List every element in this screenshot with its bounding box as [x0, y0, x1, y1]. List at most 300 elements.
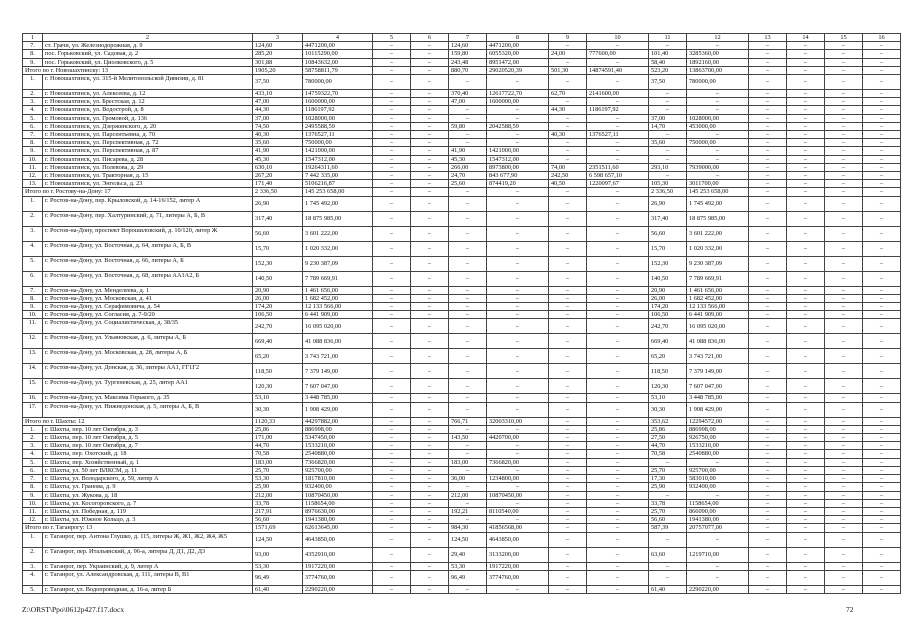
value-cell: 183,00: [253, 458, 303, 466]
subtotal-row: [23, 524, 901, 532]
value-cell: 925700,00: [303, 466, 373, 474]
value-cell: 63,60: [649, 547, 687, 562]
value-cell: –: [411, 172, 449, 180]
value-cell: 6 441 909,00: [303, 311, 373, 319]
value-cell: 7 442 335,00: [303, 172, 373, 180]
value-cell: 370,40: [449, 90, 487, 98]
value-cell: –: [549, 311, 587, 319]
value-cell: –: [649, 155, 687, 163]
value-cell: –: [411, 226, 449, 241]
value-cell: 183,00: [449, 458, 487, 466]
value-cell: 30,30: [649, 402, 687, 417]
value-cell: –: [487, 294, 549, 302]
value-cell: –: [863, 507, 901, 515]
value-cell: –: [549, 196, 587, 211]
value-cell: –: [411, 570, 449, 585]
value-cell: –: [787, 442, 825, 450]
value-cell: –: [411, 442, 449, 450]
value-cell: –: [749, 466, 787, 474]
value-cell: 267,20: [253, 172, 303, 180]
table-row: [23, 286, 901, 294]
value-cell: –: [411, 303, 449, 311]
value-cell: –: [749, 75, 787, 90]
value-cell: –: [449, 131, 487, 139]
value-cell: –: [863, 163, 901, 171]
value-cell: –: [549, 516, 587, 524]
subtotal-label: Итого по г. Шахты: 12: [23, 417, 253, 425]
value-cell: –: [587, 286, 649, 294]
value-cell: –: [749, 319, 787, 334]
value-cell: –: [787, 147, 825, 155]
value-cell: 1 908 429,00: [687, 402, 749, 417]
address-cell: г. Шахты, пер. Охотский, д. 18: [43, 450, 253, 458]
value-cell: –: [411, 562, 449, 570]
value-cell: 1817810,00: [303, 475, 373, 483]
value-cell: –: [373, 491, 411, 499]
row-number: 13.: [23, 349, 43, 364]
value-cell: 2 336,50: [649, 188, 687, 196]
column-number: 5: [373, 34, 411, 42]
value-cell: –: [787, 122, 825, 130]
value-cell: –: [787, 475, 825, 483]
value-cell: –: [373, 90, 411, 98]
value-cell: 669,40: [649, 334, 687, 349]
value-cell: –: [863, 241, 901, 256]
value-cell: 4471200,00: [303, 42, 373, 50]
value-cell: –: [863, 417, 901, 425]
value-cell: –: [825, 196, 863, 211]
value-cell: 266,00: [449, 163, 487, 171]
value-cell: 874419,20: [487, 180, 549, 188]
value-cell: –: [587, 311, 649, 319]
value-cell: –: [863, 434, 901, 442]
value-cell: 145 253 658,00: [303, 188, 373, 196]
value-cell: –: [487, 241, 549, 256]
value-cell: 15,70: [649, 241, 687, 256]
value-cell: 433,10: [253, 90, 303, 98]
value-cell: 20757077,00: [687, 524, 749, 532]
value-cell: –: [787, 458, 825, 466]
value-cell: –: [825, 286, 863, 294]
value-cell: –: [863, 58, 901, 66]
row-number: 9.: [23, 58, 43, 66]
value-cell: 61,40: [649, 585, 687, 593]
value-cell: 25,70: [649, 466, 687, 474]
file-path: Z:\ORST\Ppo\0612p427.f17.docx: [22, 605, 125, 614]
address-cell: г. Ростов-на-Дону, ул. Восточная, д. 68, литеры АА1А2, Б: [43, 271, 253, 286]
value-cell: –: [449, 271, 487, 286]
value-cell: –: [863, 547, 901, 562]
value-cell: –: [411, 188, 449, 196]
value-cell: –: [687, 562, 749, 570]
value-cell: –: [787, 434, 825, 442]
value-cell: 925700,00: [687, 466, 749, 474]
value-cell: 1892160,00: [687, 58, 749, 66]
value-cell: –: [825, 188, 863, 196]
value-cell: –: [749, 394, 787, 402]
value-cell: –: [825, 172, 863, 180]
value-cell: 58758811,79: [303, 66, 373, 74]
value-cell: –: [749, 547, 787, 562]
value-cell: –: [825, 180, 863, 188]
value-cell: –: [587, 196, 649, 211]
row-number: 6.: [23, 271, 43, 286]
value-cell: 10870450,00: [487, 491, 549, 499]
value-cell: –: [787, 334, 825, 349]
value-cell: –: [373, 226, 411, 241]
row-number: 6.: [23, 466, 43, 474]
value-cell: –: [549, 349, 587, 364]
row-number: 7.: [23, 131, 43, 139]
value-cell: –: [749, 106, 787, 114]
address-cell: г. Ростов-на-Дону, ул. Московская, д. 41: [43, 294, 253, 302]
value-cell: 105,30: [649, 180, 687, 188]
column-number: 2: [43, 34, 253, 42]
value-cell: –: [825, 570, 863, 585]
value-cell: –: [825, 256, 863, 271]
value-cell: 61,40: [253, 585, 303, 593]
value-cell: –: [825, 458, 863, 466]
value-cell: 5347450,00: [303, 434, 373, 442]
value-cell: –: [787, 58, 825, 66]
value-cell: –: [587, 507, 649, 515]
value-cell: –: [587, 114, 649, 122]
value-cell: –: [411, 334, 449, 349]
value-cell: –: [749, 172, 787, 180]
value-cell: –: [587, 122, 649, 130]
value-cell: –: [863, 294, 901, 302]
table-row: [23, 483, 901, 491]
value-cell: –: [587, 450, 649, 458]
value-cell: –: [549, 532, 587, 547]
value-cell: –: [825, 585, 863, 593]
value-cell: 53,10: [649, 394, 687, 402]
column-number: 9: [549, 34, 587, 42]
address-cell: г. Таганрог, ул. Водопроводная, д. 16-а, литер Б: [43, 585, 253, 593]
value-cell: 212,00: [253, 491, 303, 499]
value-cell: –: [749, 98, 787, 106]
address-cell: г. Новошахтинск, ул. Перспективная, д. 87: [43, 147, 253, 155]
value-cell: 4643850,00: [303, 532, 373, 547]
value-cell: 3 601 222,00: [687, 226, 749, 241]
value-cell: –: [749, 434, 787, 442]
value-cell: –: [411, 319, 449, 334]
address-cell: г. Ростов-на-Дону, ул. Менделеева, д. 1: [43, 286, 253, 294]
value-cell: 1376527,11: [303, 131, 373, 139]
value-cell: –: [449, 226, 487, 241]
value-cell: –: [749, 516, 787, 524]
value-cell: 1905,20: [253, 66, 303, 74]
value-cell: 7 607 047,00: [687, 379, 749, 394]
value-cell: –: [411, 75, 449, 90]
table-row: [23, 114, 901, 122]
table-row: [23, 106, 901, 114]
value-cell: –: [587, 188, 649, 196]
column-number: 10: [587, 34, 649, 42]
value-cell: 33,78: [649, 499, 687, 507]
value-cell: –: [449, 442, 487, 450]
value-cell: –: [411, 379, 449, 394]
value-cell: –: [549, 42, 587, 50]
row-number: 6.: [23, 122, 43, 130]
value-cell: –: [863, 562, 901, 570]
value-cell: –: [825, 75, 863, 90]
value-cell: –: [787, 139, 825, 147]
value-cell: –: [749, 196, 787, 211]
table-row: [23, 180, 901, 188]
address-cell: г. Ростов-на-Дону, ул. Серафимовича, д. 54: [43, 303, 253, 311]
value-cell: –: [787, 394, 825, 402]
value-cell: –: [373, 483, 411, 491]
value-cell: –: [749, 90, 787, 98]
value-cell: –: [411, 425, 449, 433]
value-cell: –: [787, 256, 825, 271]
address-cell: г. Ростов-на-Дону, ул. Согласия, д. 7-9/20: [43, 311, 253, 319]
value-cell: –: [825, 547, 863, 562]
value-cell: –: [549, 286, 587, 294]
value-cell: –: [373, 163, 411, 171]
value-cell: –: [787, 155, 825, 163]
value-cell: –: [587, 402, 649, 417]
value-cell: –: [587, 434, 649, 442]
value-cell: –: [449, 349, 487, 364]
value-cell: –: [787, 483, 825, 491]
value-cell: –: [373, 75, 411, 90]
value-cell: –: [749, 114, 787, 122]
value-cell: –: [411, 364, 449, 379]
value-cell: –: [863, 425, 901, 433]
value-cell: 41 088 836,00: [687, 334, 749, 349]
value-cell: 8951472,00: [487, 58, 549, 66]
value-cell: 2351511,60: [587, 163, 649, 171]
value-cell: 10870450,00: [303, 491, 373, 499]
value-cell: –: [787, 402, 825, 417]
value-cell: –: [825, 364, 863, 379]
value-cell: 8110540,00: [487, 507, 549, 515]
value-cell: 1 682 452,00: [687, 294, 749, 302]
value-cell: –: [825, 491, 863, 499]
value-cell: 3133200,00: [487, 547, 549, 562]
value-cell: –: [863, 42, 901, 50]
value-cell: –: [687, 106, 749, 114]
row-number: 14.: [23, 364, 43, 379]
value-cell: –: [411, 180, 449, 188]
value-cell: –: [549, 114, 587, 122]
value-cell: 353,62: [649, 417, 687, 425]
value-cell: –: [449, 188, 487, 196]
value-cell: –: [825, 139, 863, 147]
value-cell: –: [787, 425, 825, 433]
value-cell: 1376527,11: [587, 131, 649, 139]
value-cell: –: [411, 402, 449, 417]
table-row: [23, 139, 901, 147]
value-cell: –: [825, 58, 863, 66]
value-cell: 53,10: [253, 394, 303, 402]
value-cell: –: [787, 75, 825, 90]
value-cell: 1421000,00: [303, 147, 373, 155]
value-cell: 8976630,00: [303, 507, 373, 515]
value-cell: 777600,00: [587, 50, 649, 58]
table-row: [23, 75, 901, 90]
value-cell: –: [587, 349, 649, 364]
value-cell: –: [411, 211, 449, 226]
value-cell: 880,70: [449, 66, 487, 74]
value-cell: –: [863, 211, 901, 226]
value-cell: 59,80: [449, 122, 487, 130]
value-cell: –: [863, 180, 901, 188]
value-cell: –: [825, 402, 863, 417]
value-cell: 523,20: [649, 66, 687, 74]
value-cell: 1219710,00: [687, 547, 749, 562]
value-cell: –: [749, 379, 787, 394]
value-cell: –: [687, 90, 749, 98]
value-cell: –: [863, 516, 901, 524]
value-cell: –: [687, 570, 749, 585]
value-cell: 2141600,00: [587, 90, 649, 98]
value-cell: –: [749, 483, 787, 491]
value-cell: 750000,00: [303, 139, 373, 147]
value-cell: 932400,00: [303, 483, 373, 491]
table-row: [23, 131, 901, 139]
value-cell: 1 745 492,00: [687, 196, 749, 211]
value-cell: –: [549, 155, 587, 163]
row-number: 12.: [23, 172, 43, 180]
value-cell: –: [549, 450, 587, 458]
value-cell: –: [825, 211, 863, 226]
value-cell: 4471200,00: [487, 42, 549, 50]
value-cell: –: [825, 532, 863, 547]
value-cell: –: [549, 58, 587, 66]
value-cell: 1600000,00: [303, 98, 373, 106]
row-number: 4.: [23, 106, 43, 114]
row-number: 4.: [23, 450, 43, 458]
value-cell: –: [825, 499, 863, 507]
value-cell: –: [587, 271, 649, 286]
value-cell: –: [825, 42, 863, 50]
value-cell: 106,50: [649, 311, 687, 319]
value-cell: –: [373, 524, 411, 532]
value-cell: –: [749, 507, 787, 515]
value-cell: 9 230 387,09: [303, 256, 373, 271]
value-cell: 120,30: [649, 379, 687, 394]
value-cell: 587,39: [649, 524, 687, 532]
value-cell: –: [749, 241, 787, 256]
value-cell: –: [825, 66, 863, 74]
value-cell: –: [863, 147, 901, 155]
value-cell: –: [373, 516, 411, 524]
value-cell: 145 253 658,00: [687, 188, 749, 196]
row-number: 17.: [23, 402, 43, 417]
value-cell: 192,21: [449, 507, 487, 515]
value-cell: 750000,00: [687, 139, 749, 147]
value-cell: –: [487, 499, 549, 507]
value-cell: –: [373, 458, 411, 466]
value-cell: –: [825, 516, 863, 524]
value-cell: –: [863, 570, 901, 585]
value-cell: –: [687, 98, 749, 106]
value-cell: –: [411, 286, 449, 294]
row-number: 2.: [23, 211, 43, 226]
address-cell: г. Новошахтинск, ул. Полевова, д. 29: [43, 163, 253, 171]
value-cell: –: [587, 364, 649, 379]
value-cell: 106,50: [253, 311, 303, 319]
value-cell: –: [749, 155, 787, 163]
value-cell: –: [487, 114, 549, 122]
value-cell: –: [787, 303, 825, 311]
value-cell: 1600000,00: [487, 98, 549, 106]
value-cell: 212,00: [449, 491, 487, 499]
value-cell: 17,30: [649, 475, 687, 483]
value-cell: –: [687, 458, 749, 466]
value-cell: –: [373, 562, 411, 570]
value-cell: –: [411, 294, 449, 302]
property-table: [22, 33, 901, 594]
value-cell: –: [787, 547, 825, 562]
value-cell: –: [687, 147, 749, 155]
address-cell: г. Таганрог, пер. Антона Глушко, д. 115, литеры Ж, Ж1, Ж2, Ж4, Ж5: [43, 532, 253, 547]
value-cell: –: [449, 241, 487, 256]
value-cell: –: [649, 172, 687, 180]
value-cell: 7 379 149,00: [687, 364, 749, 379]
value-cell: –: [549, 379, 587, 394]
value-cell: –: [549, 294, 587, 302]
value-cell: 1941380,00: [687, 516, 749, 524]
value-cell: –: [449, 286, 487, 294]
value-cell: –: [649, 131, 687, 139]
table-row: [23, 434, 901, 442]
value-cell: 56,60: [649, 226, 687, 241]
value-cell: –: [787, 241, 825, 256]
table-row: [23, 319, 901, 334]
row-number: 1.: [23, 425, 43, 433]
value-cell: 62613645,00: [303, 524, 373, 532]
address-cell: г. Шахты, ул. Южное Кольцо, д. 3: [43, 516, 253, 524]
value-cell: –: [825, 122, 863, 130]
value-cell: –: [373, 180, 411, 188]
value-cell: –: [449, 466, 487, 474]
value-cell: –: [549, 364, 587, 379]
value-cell: 242,70: [253, 319, 303, 334]
value-cell: –: [749, 211, 787, 226]
table-row: [23, 532, 901, 547]
row-number: 7.: [23, 286, 43, 294]
value-cell: 45,30: [253, 155, 303, 163]
value-cell: –: [373, 256, 411, 271]
table-row: [23, 294, 901, 302]
row-number: 1.: [23, 532, 43, 547]
value-cell: 20,90: [253, 286, 303, 294]
value-cell: –: [863, 334, 901, 349]
value-cell: –: [549, 226, 587, 241]
value-cell: 1533210,00: [687, 442, 749, 450]
value-cell: –: [749, 286, 787, 294]
value-cell: –: [687, 155, 749, 163]
value-cell: –: [749, 499, 787, 507]
value-cell: –: [411, 196, 449, 211]
value-cell: –: [549, 442, 587, 450]
page-number: 72: [846, 605, 854, 614]
value-cell: –: [863, 98, 901, 106]
value-cell: –: [749, 42, 787, 50]
value-cell: –: [487, 334, 549, 349]
value-cell: –: [411, 475, 449, 483]
value-cell: –: [587, 425, 649, 433]
value-cell: –: [825, 319, 863, 334]
value-cell: –: [411, 507, 449, 515]
value-cell: –: [787, 499, 825, 507]
value-cell: –: [787, 106, 825, 114]
value-cell: –: [487, 196, 549, 211]
